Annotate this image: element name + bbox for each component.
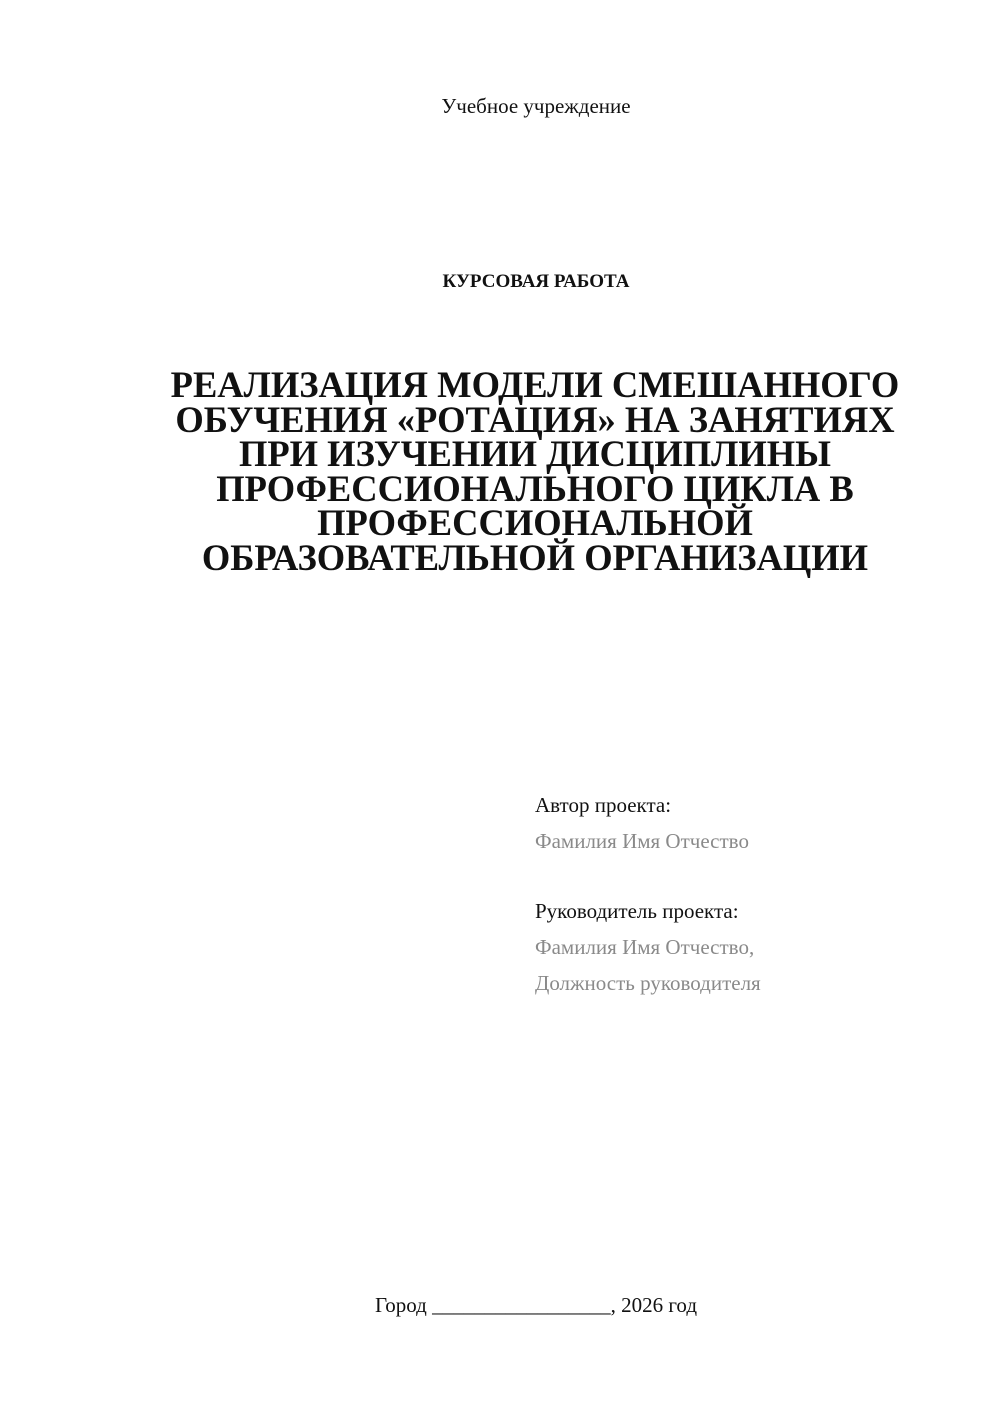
supervisor-block bbox=[535, 893, 975, 1001]
title-line: ОБРАЗОВАТЕЛЬНОЙ ОРГАНИЗАЦИИ bbox=[201, 536, 869, 578]
supervisor-label: Руководитель проекта: bbox=[535, 899, 739, 923]
title-line: ПРОФЕССИОНАЛЬНОЙ bbox=[317, 502, 753, 543]
institution-name: Учебное учреждение bbox=[441, 94, 631, 118]
document-title bbox=[140, 364, 930, 578]
title-line: ПРИ ИЗУЧЕНИИ ДИСЦИПЛИНЫ bbox=[238, 433, 832, 474]
title-line: ОБУЧЕНИЯ «РОТАЦИЯ» НА ЗАНЯТИЯХ bbox=[175, 398, 895, 440]
work-type: КУРСОВАЯ РАБОТА bbox=[442, 271, 630, 292]
title-line: ПРОФЕССИОНАЛЬНОГО ЦИКЛА В bbox=[216, 467, 854, 509]
supervisor-position: Должность руководителя bbox=[535, 971, 761, 995]
author-label: Автор проекта: bbox=[535, 793, 672, 817]
author-name: Фамилия Имя Отчество bbox=[535, 829, 749, 853]
author-block bbox=[535, 787, 975, 859]
title-line: РЕАЛИЗАЦИЯ МОДЕЛИ СМЕШАННОГО bbox=[170, 364, 900, 405]
supervisor-name: Фамилия Имя Отчество, bbox=[535, 935, 755, 959]
city-year-line: Город _________________, 2026 год bbox=[374, 1293, 698, 1317]
